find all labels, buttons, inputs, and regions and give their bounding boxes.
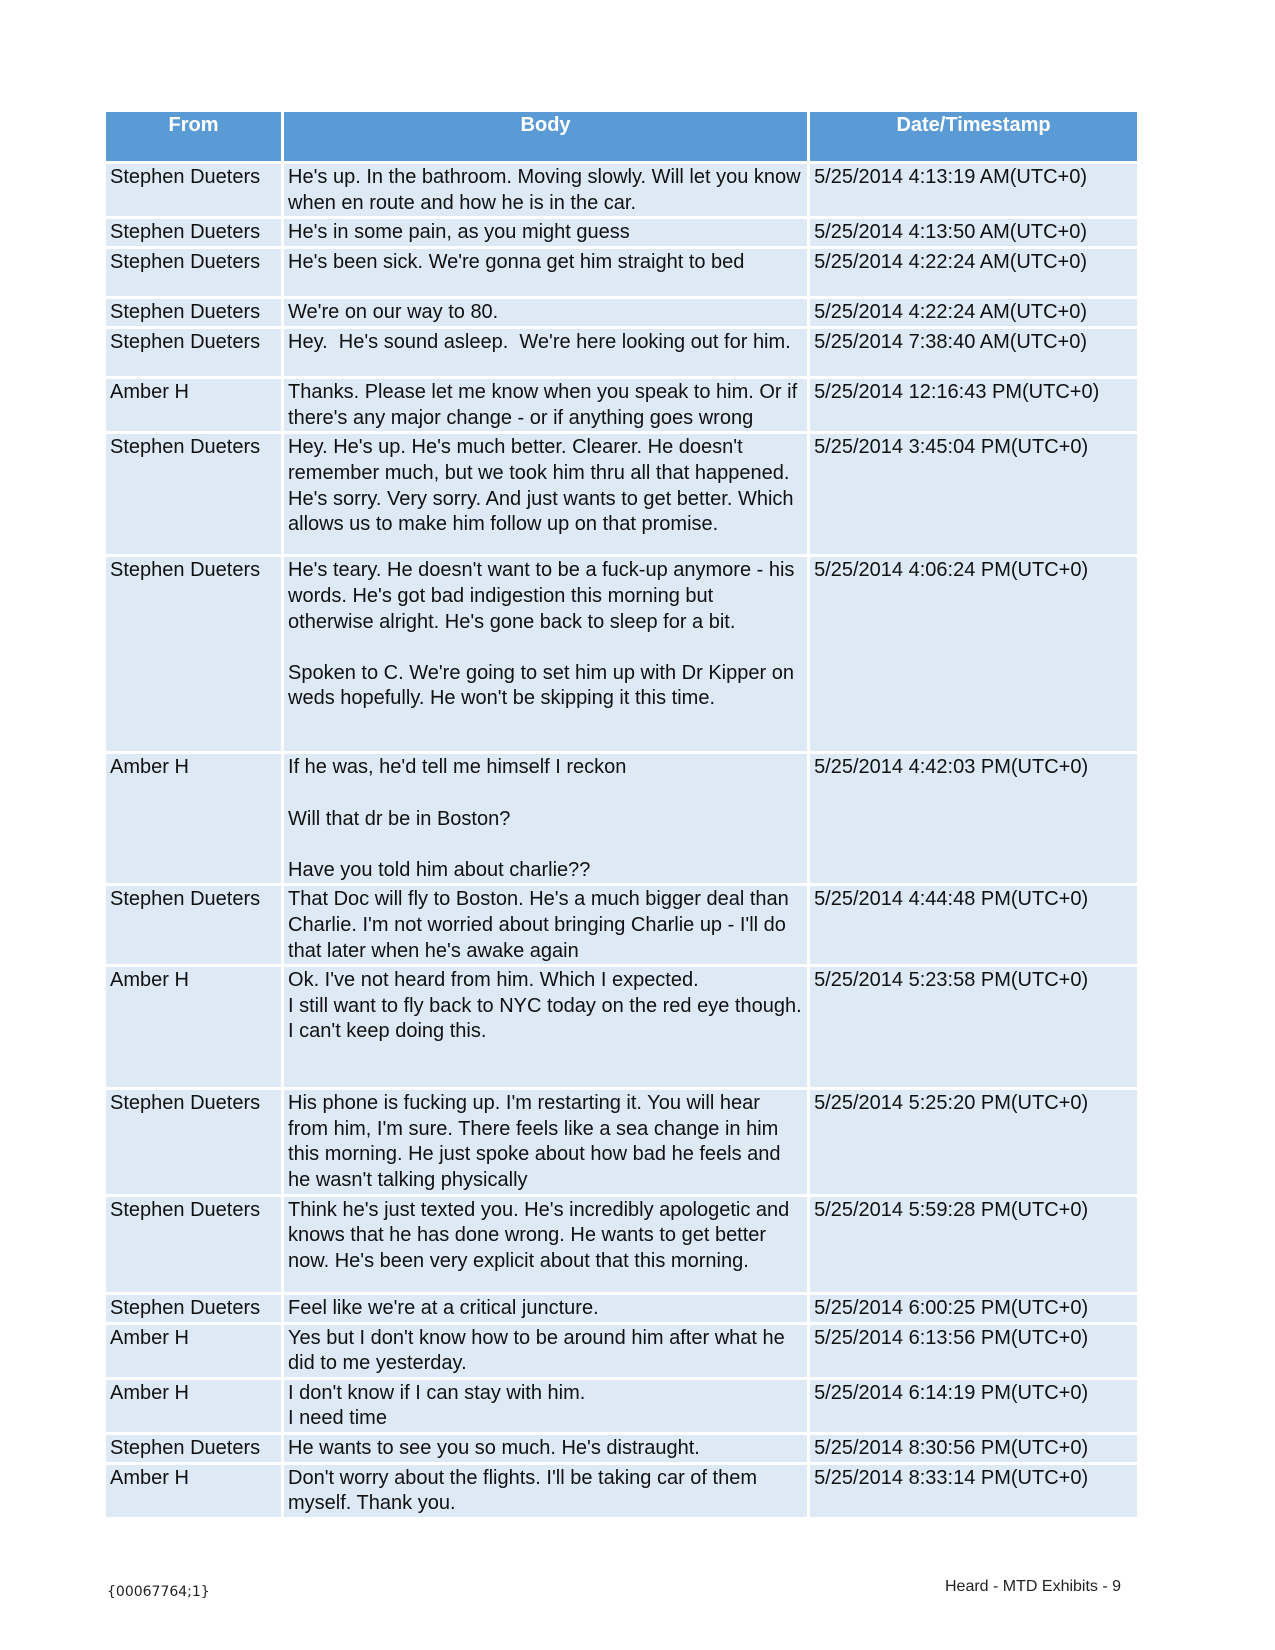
table-row	[106, 249, 1137, 296]
cell-from: Amber H	[106, 1325, 281, 1377]
table-row	[106, 1435, 1137, 1462]
cell-date: 5/25/2014 5:59:28 PM(UTC+0)	[810, 1197, 1137, 1292]
table-row	[106, 329, 1137, 376]
cell-body: Hey. He's up. He's much better. Clearer. He doesn't remember much, but we took him thru all that happened. He's sorry. Very sorry. And just wants to get better. Which allows us to make him follow up on that promise.	[284, 434, 807, 554]
cell-date: 5/25/2014 4:22:24 AM(UTC+0)	[810, 299, 1137, 326]
cell-date: 5/25/2014 4:22:24 AM(UTC+0)	[810, 249, 1137, 296]
cell-body: Hey. He's sound asleep. We're here looking out for him.	[284, 329, 807, 376]
cell-from: Amber H	[106, 1465, 281, 1517]
cell-body: Feel like we're at a critical juncture.	[284, 1295, 807, 1322]
cell-from: Amber H	[106, 967, 281, 1087]
cell-from: Amber H	[106, 1380, 281, 1432]
cell-from: Stephen Dueters	[106, 886, 281, 964]
cell-from: Stephen Dueters	[106, 299, 281, 326]
cell-body: Think he's just texted you. He's incredibly apologetic and knows that he has done wrong. He wants to get better now. He's been very explicit about that this morning.	[284, 1197, 807, 1292]
cell-from: Stephen Dueters	[106, 1090, 281, 1193]
column-header-from: From	[106, 112, 281, 161]
cell-date: 5/25/2014 4:06:24 PM(UTC+0)	[810, 557, 1137, 751]
cell-body: We're on our way to 80.	[284, 299, 807, 326]
cell-body: That Doc will fly to Boston. He's a much bigger deal than Charlie. I'm not worried about bringing Charlie up - I'll do that later when he's awake again	[284, 886, 807, 964]
cell-body: His phone is fucking up. I'm restarting it. You will hear from him, I'm sure. There feels like a sea change in him this morning. He just spoke about how bad he feels and he wasn't talking physically	[284, 1090, 807, 1193]
cell-from: Stephen Dueters	[106, 164, 281, 216]
cell-date: 5/25/2014 4:42:03 PM(UTC+0)	[810, 754, 1137, 883]
table-header-row	[106, 112, 1137, 161]
cell-date: 5/25/2014 3:45:04 PM(UTC+0)	[810, 434, 1137, 554]
cell-date: 5/25/2014 7:38:40 AM(UTC+0)	[810, 329, 1137, 376]
cell-date: 5/25/2014 4:13:50 AM(UTC+0)	[810, 219, 1137, 246]
cell-from: Stephen Dueters	[106, 557, 281, 751]
cell-from: Stephen Dueters	[106, 249, 281, 296]
table-row	[106, 1325, 1137, 1377]
cell-body: He wants to see you so much. He's distraught.	[284, 1435, 807, 1462]
cell-date: 5/25/2014 6:00:25 PM(UTC+0)	[810, 1295, 1137, 1322]
cell-date: 5/25/2014 4:44:48 PM(UTC+0)	[810, 886, 1137, 964]
table-row	[106, 886, 1137, 964]
cell-date: 5/25/2014 6:14:19 PM(UTC+0)	[810, 1380, 1137, 1432]
cell-from: Stephen Dueters	[106, 434, 281, 554]
cell-body: I don't know if I can stay with him. I need time	[284, 1380, 807, 1432]
cell-body: If he was, he'd tell me himself I reckon Will that dr be in Boston? Have you told him about charlie??	[284, 754, 807, 883]
cell-from: Amber H	[106, 379, 281, 431]
cell-from: Stephen Dueters	[106, 1295, 281, 1322]
cell-body: He's in some pain, as you might guess	[284, 219, 807, 246]
cell-date: 5/25/2014 8:33:14 PM(UTC+0)	[810, 1465, 1137, 1517]
table-row	[106, 1465, 1137, 1517]
table-row	[106, 299, 1137, 326]
table-body	[106, 164, 1137, 1517]
cell-date: 5/25/2014 12:16:43 PM(UTC+0)	[810, 379, 1137, 431]
table-row	[106, 754, 1137, 883]
table-row	[106, 967, 1137, 1087]
table-row	[106, 557, 1137, 751]
cell-date: 5/25/2014 8:30:56 PM(UTC+0)	[810, 1435, 1137, 1462]
cell-body: He's teary. He doesn't want to be a fuck-up anymore - his words. He's got bad indigestion this morning but otherwise alright. He's gone back to sleep for a bit. Spoken to C. We're going to set him up with Dr Kipper on weds hopefully. He won't be skipping it this time.	[284, 557, 807, 751]
cell-body: Yes but I don't know how to be around him after what he did to me yesterday.	[284, 1325, 807, 1377]
cell-date: 5/25/2014 5:25:20 PM(UTC+0)	[810, 1090, 1137, 1193]
table-row	[106, 164, 1137, 216]
table-row	[106, 379, 1137, 431]
cell-from: Stephen Dueters	[106, 219, 281, 246]
table-row	[106, 219, 1137, 246]
cell-date: 5/25/2014 5:23:58 PM(UTC+0)	[810, 967, 1137, 1087]
cell-body: Don't worry about the flights. I'll be taking car of them myself. Thank you.	[284, 1465, 807, 1517]
cell-body: Ok. I've not heard from him. Which I expected. I still want to fly back to NYC today on the red eye though. I can't keep doing this.	[284, 967, 807, 1087]
table-row	[106, 1197, 1137, 1292]
cell-from: Amber H	[106, 754, 281, 883]
exhibit-label: Heard - MTD Exhibits - 9	[945, 1578, 1122, 1595]
column-header-body: Body	[284, 112, 807, 161]
cell-from: Stephen Dueters	[106, 1435, 281, 1462]
cell-from: Stephen Dueters	[106, 329, 281, 376]
document-id: {00067764;1}	[107, 1584, 210, 1600]
cell-body: He's been sick. We're gonna get him straight to bed	[284, 249, 807, 296]
column-header-date: Date/Timestamp	[810, 112, 1137, 161]
cell-date: 5/25/2014 4:13:19 AM(UTC+0)	[810, 164, 1137, 216]
cell-from: Stephen Dueters	[106, 1197, 281, 1292]
table-row	[106, 1090, 1137, 1193]
cell-body: He's up. In the bathroom. Moving slowly. Will let you know when en route and how he is in the car.	[284, 164, 807, 216]
table-row	[106, 434, 1137, 554]
table-row	[106, 1295, 1137, 1322]
message-table	[103, 109, 1140, 1520]
cell-date: 5/25/2014 6:13:56 PM(UTC+0)	[810, 1325, 1137, 1377]
table-row	[106, 1380, 1137, 1432]
cell-body: Thanks. Please let me know when you speak to him. Or if there's any major change - or if anything goes wrong	[284, 379, 807, 431]
